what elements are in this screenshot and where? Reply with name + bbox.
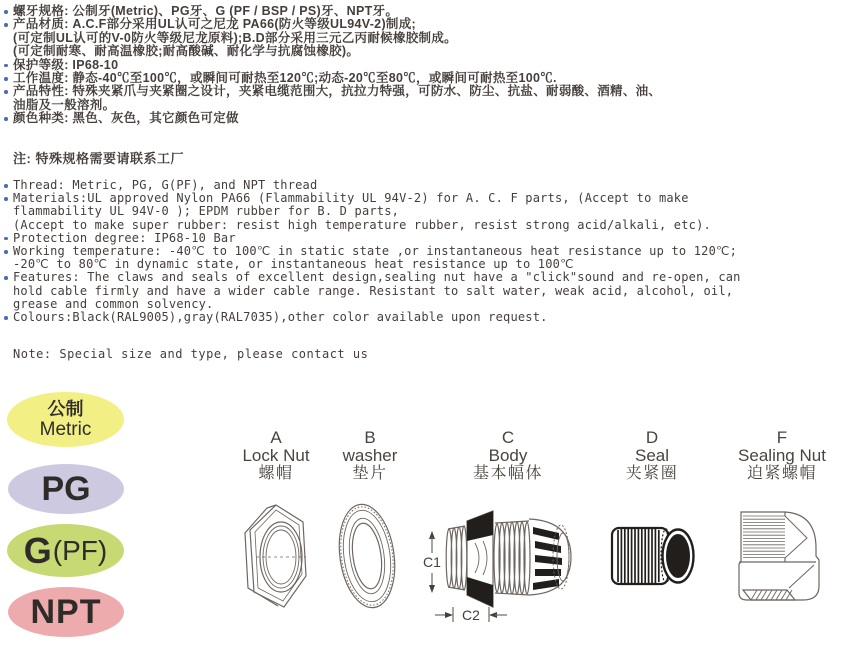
spec-line: 油脂及一般溶剂。 (13, 97, 116, 112)
spec-line: hold cable firmly and have a wider cable range. Resistant to salt water, weak acid, alcohol, oil, (13, 283, 734, 298)
part-header-seal (592, 429, 712, 483)
badge-metric (7, 392, 124, 447)
part-name: Sealing Nut (738, 446, 826, 465)
part-name-cn: 垫片 (352, 465, 388, 482)
part-name-cn: 基本幅体 (472, 465, 543, 482)
badge-label: Metric (39, 419, 92, 440)
spec-line: (可定制耐寒、耐高温橡胶;耐高酸碱、耐化学与抗腐蚀橡胶)。 (13, 44, 360, 59)
spec-line: Materials:UL approved Nylon PA66 (Flammability UL 94V-2) for A. C. F parts, (Accept to make (13, 192, 741, 205)
part-name: washer (342, 446, 398, 465)
spec-line: (Accept to make super rubber: resist high temperature rubber, resist strong acid/alkali, etc). (13, 217, 711, 232)
lock-nut-diagram (240, 502, 312, 610)
spec-line: Colours:Black(RAL9005),gray(RAL7035),other color available upon request. (13, 311, 741, 324)
seal-diagram (608, 522, 696, 592)
spec-block-english (13, 179, 741, 324)
spec-line: 产品材质: A.C.F部分采用UL认可之尼龙 PA66(防火等级UL94V-2)制成; (13, 18, 661, 31)
part-name: Lock Nut (242, 446, 310, 465)
part-letter: F (776, 428, 788, 447)
part-letter: A (270, 428, 282, 447)
spec-line: (可定制UL认可的V-0防火等级尼龙原料);B.D部分采用三元乙丙耐候橡胶制成。 (13, 30, 457, 45)
badge-pg (8, 464, 124, 514)
part-name-cn: 螺帽 (258, 465, 294, 482)
factory-note-cn: 注: 特殊规格需要请联系工厂 (13, 151, 184, 166)
dim-label-c1: C1 (423, 554, 441, 570)
spec-line: Features: The claws and seals of excellent design,sealing nut have a "click"sound and re-open, can (13, 270, 741, 285)
part-letter: D (645, 428, 659, 447)
part-header-body (448, 429, 568, 483)
contact-note-en: Note: Special size and type, please contact us (13, 347, 369, 361)
spec-line: 螺牙规格: 公制牙(Metric)、PG牙、G (PF / BSP / PS)牙、NPT牙。 (13, 5, 661, 18)
part-name-cn: 夹紧圈 (625, 465, 679, 482)
spec-line: flammability UL 94V-0 ); EPDM rubber for B. D parts, (13, 204, 400, 219)
badge-label: 公制 (47, 399, 84, 419)
spec-line: 保护等级: IP68-10 (13, 59, 661, 72)
sealing-nut-diagram (731, 508, 823, 608)
body-diagram (395, 505, 590, 627)
spec-line: Working temperature: -40℃ to 100℃ in static state ,or instantaneous heat resistance up to 120℃; (13, 245, 741, 258)
part-name: Seal (634, 446, 670, 465)
part-name-cn: 迫紧螺帽 (746, 465, 817, 482)
part-letter: C (501, 428, 515, 447)
badge-gpf (7, 524, 124, 577)
spec-line: Protection degree: IP68-10 Bar (13, 232, 741, 245)
part-header-sealing-nut (722, 429, 842, 483)
spec-line: 产品特性: 特殊夹紧爪与夹紧圈之设计，夹紧电缆范围大，抗拉力特强，可防水、防尘、抗盐、耐弱酸、酒精、油、 (13, 84, 662, 99)
spec-line: Thread: Metric, PG, G(PF), and NPT thread (13, 179, 741, 192)
spec-line: 工作温度: 静态-40℃至100℃，或瞬间可耐热至120℃;动态-20℃至80℃，或瞬间可耐热至100℃. (13, 72, 661, 85)
badge-label-suffix: (PF) (52, 534, 108, 566)
badge-label: G (23, 529, 52, 571)
washer-diagram (333, 502, 401, 610)
badge-label: NPT (30, 592, 102, 631)
dim-label-c2: C2 (462, 607, 480, 623)
spec-line: grease and common solvency. (13, 296, 214, 311)
spec-block-chinese (13, 5, 661, 126)
badge-npt (8, 587, 124, 637)
part-header-washer (310, 429, 430, 483)
spec-line: -20℃ to 80℃ in dynamic state, or instantaneous heat resistance up to 100℃ (13, 257, 574, 272)
part-name: Body (488, 446, 528, 465)
badge-label: PG (41, 469, 91, 508)
part-letter: B (364, 428, 376, 447)
spec-line: 颜色种类: 黑色、灰色，其它颜色可定做 (13, 112, 661, 125)
